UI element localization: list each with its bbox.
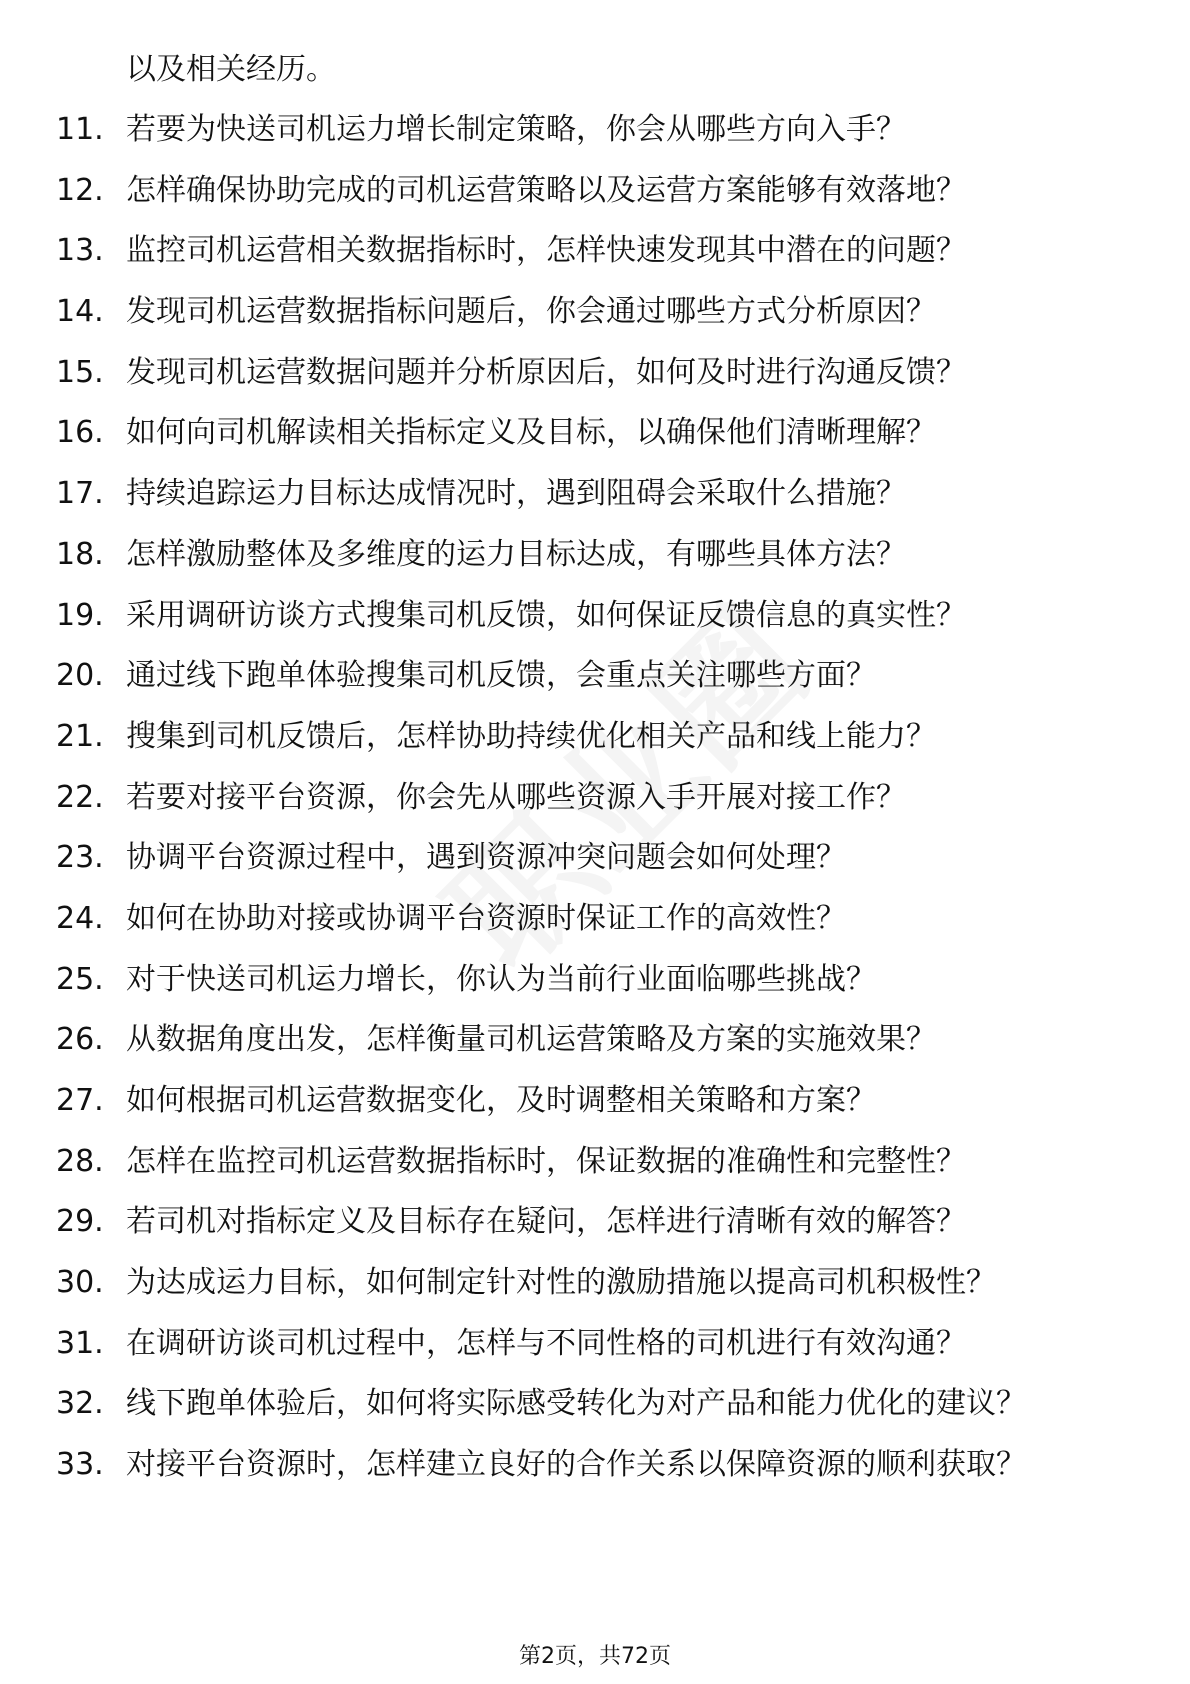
question-item	[56, 110, 1136, 150]
question-item	[56, 656, 1136, 696]
question-number: 27.	[56, 1083, 104, 1118]
question-text: 线下跑单体验后，如何将实际感受转化为对产品和能力优化的建议？	[126, 1386, 1026, 1422]
question-number: 23.	[56, 840, 104, 876]
question-text: 在调研访谈司机过程中，怎样与不同性格的司机进行有效沟通？	[126, 1325, 966, 1361]
question-item	[56, 1384, 1136, 1424]
question-number: 33.	[56, 1447, 104, 1483]
question-item	[56, 474, 1136, 514]
question-number: 31.	[56, 1325, 104, 1361]
question-number: 17.	[56, 476, 104, 512]
question-item	[56, 1142, 1136, 1182]
question-item	[56, 1445, 1136, 1485]
question-item	[56, 717, 1136, 757]
question-item	[56, 596, 1136, 636]
question-text: 怎样在监控司机运营数据指标时，保证数据的准确性和完整性？	[126, 1143, 966, 1179]
question-text: 发现司机运营数据指标问题后，你会通过哪些方式分析原因？	[126, 294, 936, 330]
question-number: 19.	[56, 597, 104, 633]
question-text: 若司机对指标定义及目标存在疑问，怎样进行清晰有效的解答？	[126, 1204, 966, 1240]
question-text: 从数据角度出发，怎样衡量司机运营策略及方案的实施效果？	[126, 1022, 936, 1058]
question-number: 16.	[56, 415, 104, 451]
question-text: 采用调研访谈方式搜集司机反馈，如何保证反馈信息的真实性？	[126, 597, 966, 633]
question-text: 对于快送司机运力增长，你认为当前行业面临哪些挑战？	[126, 961, 876, 997]
question-item	[56, 1263, 1136, 1303]
question-list	[56, 110, 1136, 1506]
question-text: 发现司机运营数据问题并分析原因后，如何及时进行沟通反馈？	[126, 354, 966, 390]
question-item	[56, 1020, 1136, 1060]
question-text: 搜集到司机反馈后，怎样协助持续优化相关产品和线上能力？	[126, 718, 936, 754]
question-number: 22.	[56, 779, 104, 815]
question-item	[56, 535, 1136, 575]
question-item	[56, 353, 1136, 393]
question-number: 24.	[56, 900, 104, 936]
question-item	[56, 838, 1136, 878]
question-item	[56, 960, 1136, 1000]
question-number: 11.	[56, 112, 104, 147]
question-number: 26.	[56, 1022, 104, 1058]
question-text: 如何向司机解读相关指标定义及目标，以确保他们清晰理解？	[126, 415, 936, 451]
question-number: 29.	[56, 1204, 104, 1240]
question-text: 如何在协助对接或协调平台资源时保证工作的高效性？	[126, 900, 846, 936]
question-item	[56, 899, 1136, 939]
question-text: 若要对接平台资源，你会先从哪些资源入手开展对接工作？	[126, 779, 906, 815]
question-number: 18.	[56, 536, 104, 572]
question-number: 20.	[56, 658, 104, 694]
question-item	[56, 1324, 1136, 1364]
question-number: 25.	[56, 961, 104, 997]
question-item	[56, 1202, 1136, 1242]
question-number: 13.	[56, 233, 104, 269]
question-text: 怎样确保协助完成的司机运营策略以及运营方案能够有效落地？	[126, 172, 966, 208]
question-item	[56, 231, 1136, 271]
question-number: 32.	[56, 1386, 104, 1422]
question-text: 为达成运力目标，如何制定针对性的激励措施以提高司机积极性？	[126, 1265, 996, 1301]
question-text: 持续追踪运力目标达成情况时，遇到阻碍会采取什么措施？	[126, 476, 906, 512]
question-number: 12.	[56, 172, 104, 208]
question-text: 如何根据司机运营数据变化，及时调整相关策略和方案？	[126, 1083, 876, 1118]
question-text: 通过线下跑单体验搜集司机反馈，会重点关注哪些方面？	[126, 658, 876, 694]
question-item	[56, 292, 1136, 332]
question-number: 21.	[56, 718, 104, 754]
question-text: 协调平台资源过程中，遇到资源冲突问题会如何处理？	[126, 840, 846, 876]
continuation-text: 以及相关经历。	[126, 52, 336, 87]
question-number: 14.	[56, 294, 104, 330]
question-number: 15.	[56, 354, 104, 390]
question-text: 监控司机运营相关数据指标时，怎样快速发现其中潜在的问题？	[126, 233, 966, 269]
question-item	[56, 1081, 1136, 1121]
page-footer: 第2页，共72页	[519, 1644, 671, 1669]
question-number: 28.	[56, 1143, 104, 1179]
question-text: 若要为快送司机运力增长制定策略，你会从哪些方向入手？	[126, 112, 906, 147]
question-item	[56, 171, 1136, 211]
question-item	[56, 413, 1136, 453]
question-text: 怎样激励整体及多维度的运力目标达成，有哪些具体方法？	[126, 536, 906, 572]
question-number: 30.	[56, 1265, 104, 1301]
question-item	[56, 778, 1136, 818]
question-text: 对接平台资源时，怎样建立良好的合作关系以保障资源的顺利获取？	[126, 1447, 1026, 1483]
